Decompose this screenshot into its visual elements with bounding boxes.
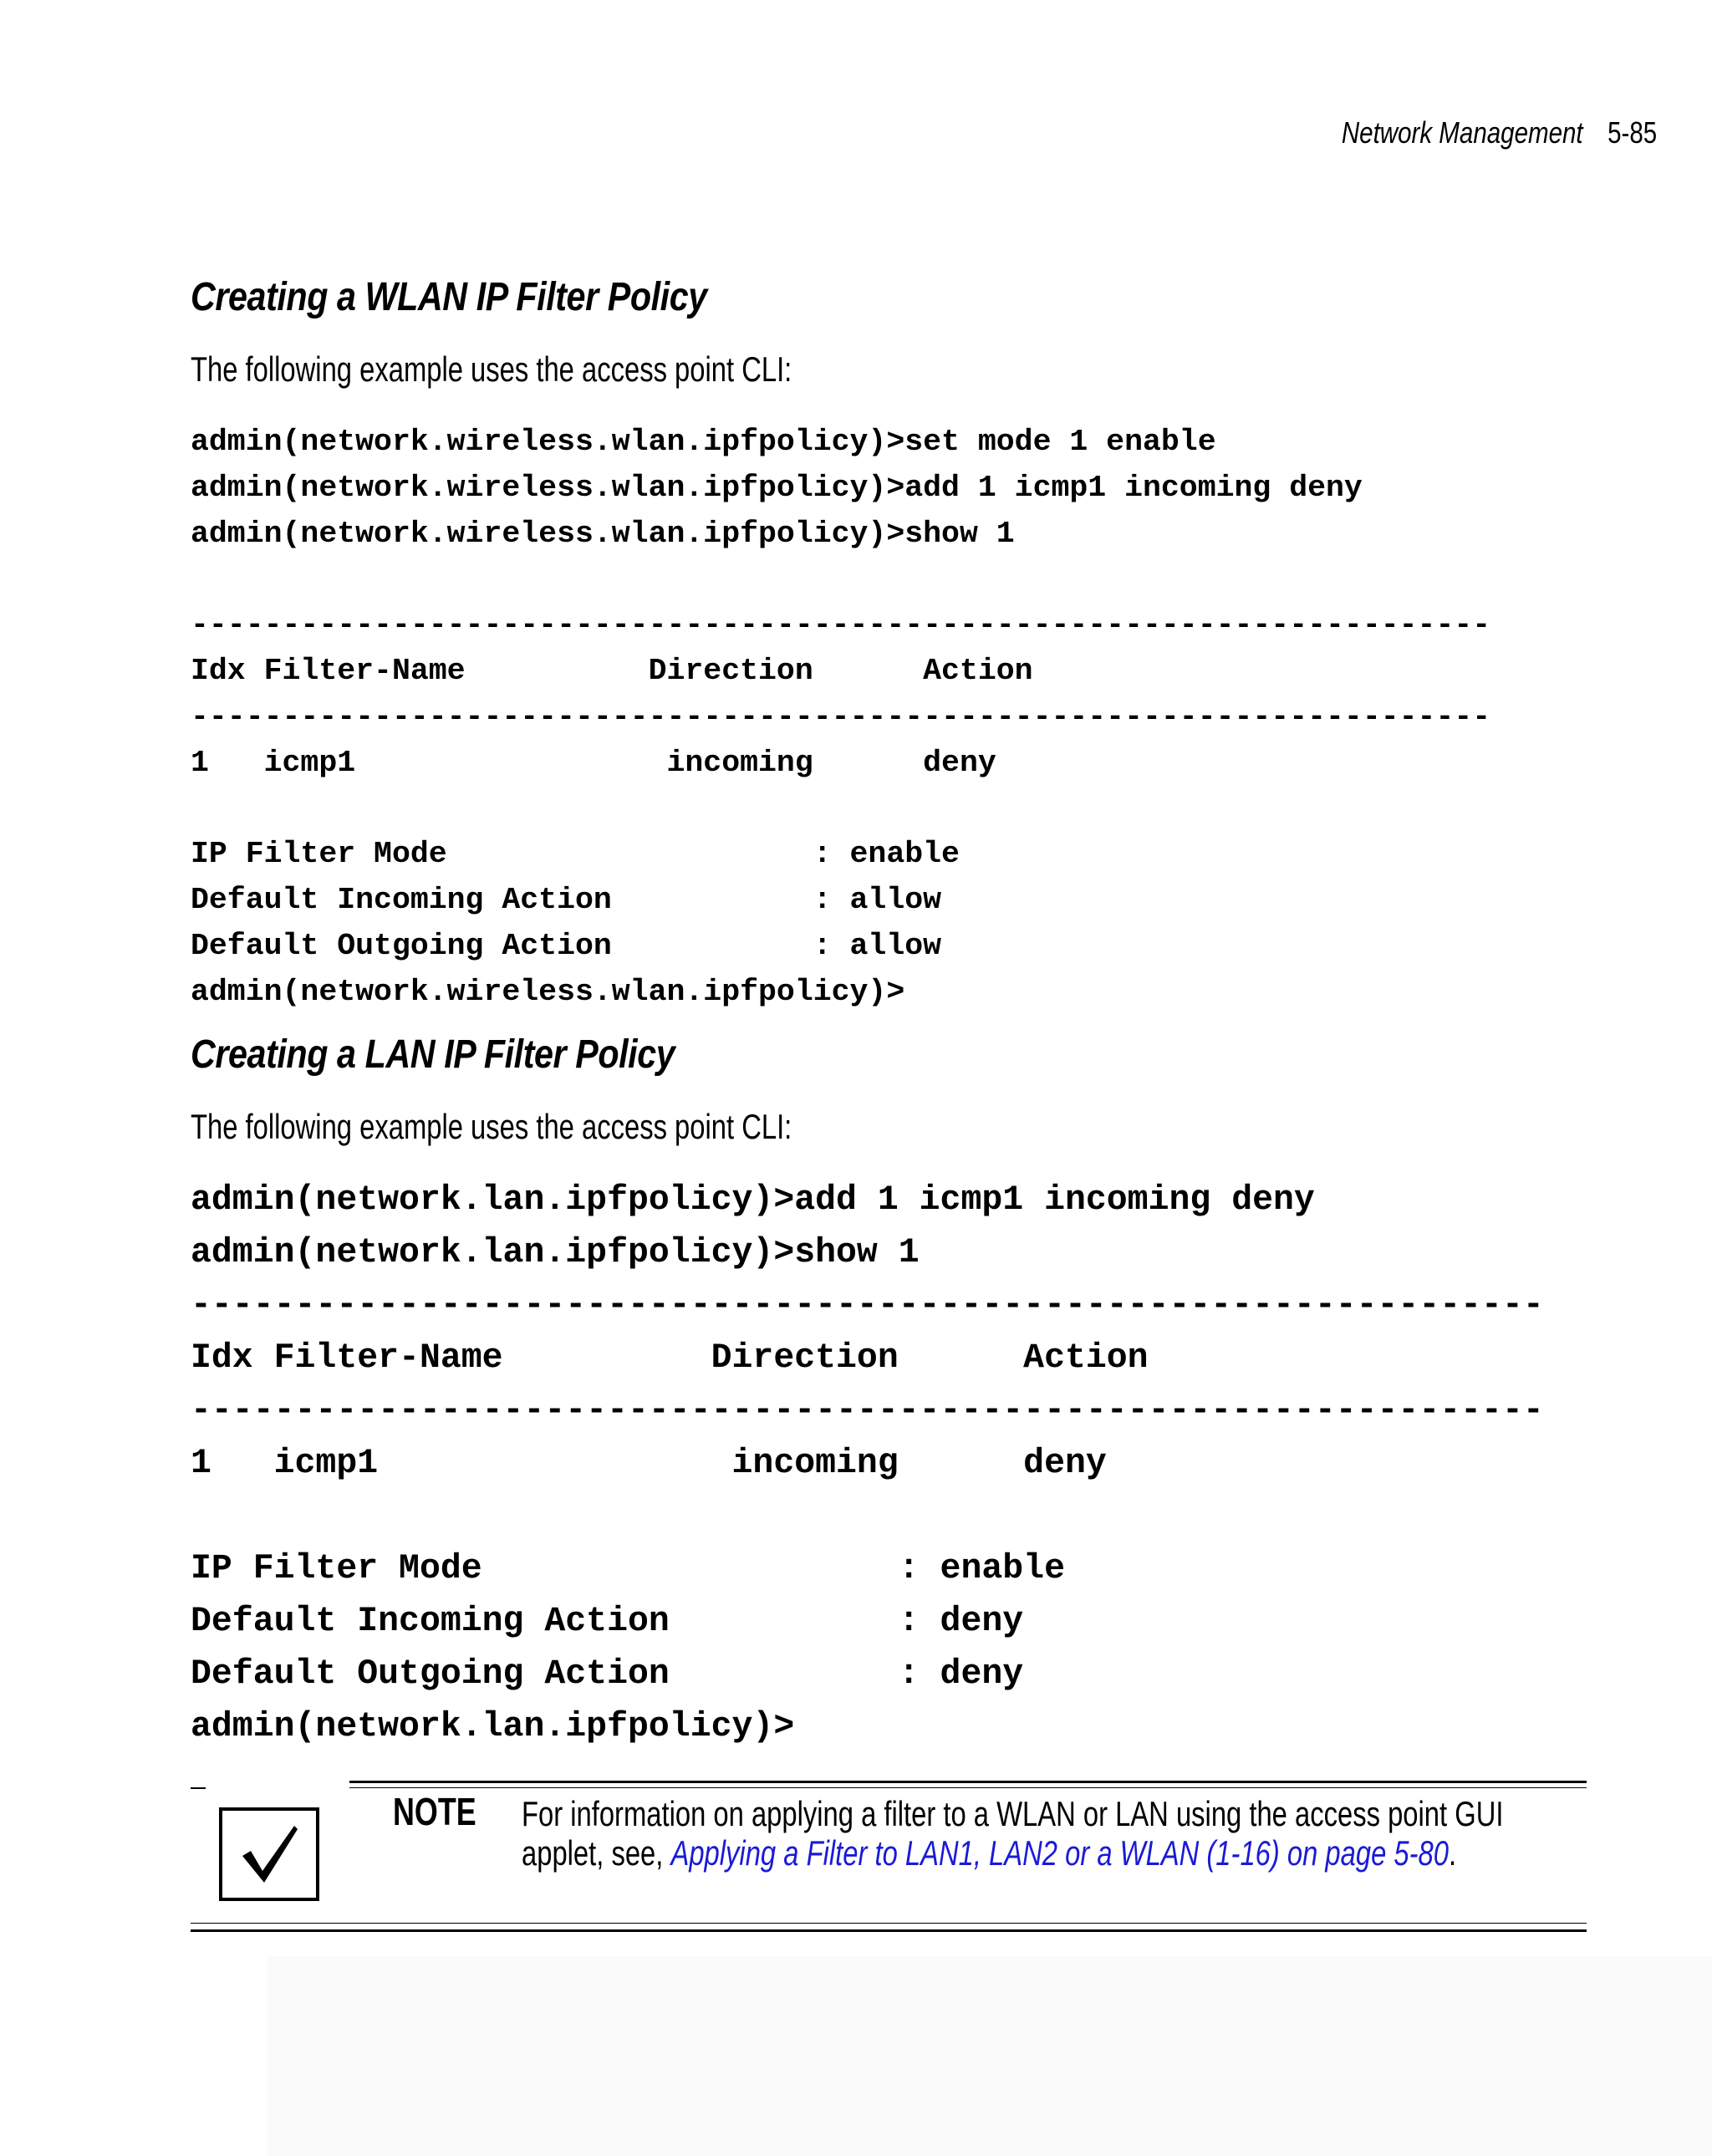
cli-table-row: 1 icmp1 incoming deny — [191, 1444, 1107, 1483]
cli-setting-row: Default Outgoing Action : allow — [191, 928, 942, 963]
note-cross-reference-link[interactable]: Applying a Filter to LAN1, LAN2 or a WLAN (1-16) on page 5-80 — [670, 1833, 1449, 1873]
cli-line — [191, 786, 1490, 832]
wlan-section-heading: Creating a WLAN IP Filter Policy — [191, 275, 707, 319]
cli-setting-row: Default Incoming Action : allow — [191, 882, 942, 917]
cli-table-header: Idx Filter-Name Direction Action — [191, 1338, 1149, 1378]
note-callout — [191, 1777, 1587, 1936]
note-body-text: For information on applying a filter to a WLAN or LAN using the access point GUI applet, see, — [522, 1794, 1504, 1873]
cli-line: admin(network.lan.ipfpolicy)>show 1 — [191, 1233, 920, 1272]
cli-separator: ----------------------------------------------------------------------- — [191, 608, 1491, 643]
header-section-title: Network Management — [1341, 115, 1583, 150]
page-background-tint — [268, 1956, 1712, 2156]
lan-intro-text: The following example uses the access point CLI: — [191, 1107, 792, 1146]
checkmark-icon — [219, 1807, 319, 1901]
lan-cli-example — [191, 1174, 1544, 1753]
cli-setting-row: IP Filter Mode : enable — [191, 837, 960, 872]
cli-setting-row: IP Filter Mode : enable — [191, 1549, 1065, 1588]
cli-line: admin(network.lan.ipfpolicy)>add 1 icmp1 incoming deny — [191, 1180, 1315, 1220]
cli-line: admin(network.wireless.wlan.ipfpolicy)>set mode 1 enable — [191, 425, 1216, 459]
cli-line: admin(network.wireless.wlan.ipfpolicy)>show 1 — [191, 516, 1015, 551]
cli-line: admin(network.wireless.wlan.ipfpolicy)>add 1 icmp1 incoming deny — [191, 470, 1363, 505]
cli-line — [191, 1490, 1544, 1542]
note-trailing-text: . — [1448, 1833, 1457, 1873]
cli-prompt: admin(network.lan.ipfpolicy)> — [191, 1707, 795, 1746]
note-text — [522, 1794, 1552, 1873]
cli-separator: ----------------------------------------------------------------------- — [191, 699, 1491, 734]
cli-line — [191, 557, 1490, 603]
wlan-cli-example — [191, 420, 1490, 1015]
note-rule — [191, 1929, 1587, 1932]
header-page-number: 5-85 — [1607, 115, 1657, 150]
cli-setting-row: Default Outgoing Action : deny — [191, 1654, 1024, 1694]
running-header — [1342, 115, 1657, 150]
note-label: NOTE — [393, 1790, 476, 1833]
note-rule — [191, 1787, 206, 1789]
note-rule — [191, 1923, 1587, 1924]
cli-table-header: Idx Filter-Name Direction Action — [191, 653, 1033, 688]
lan-section-heading: Creating a LAN IP Filter Policy — [191, 1032, 675, 1077]
note-rule — [349, 1787, 1587, 1788]
wlan-intro-text: The following example uses the access point CLI: — [191, 349, 792, 389]
cli-separator: ----------------------------------------------------------------- — [191, 1286, 1544, 1325]
cli-setting-row: Default Incoming Action : deny — [191, 1602, 1024, 1641]
cli-separator: ----------------------------------------------------------------- — [191, 1391, 1544, 1430]
note-rule — [349, 1781, 1587, 1783]
cli-table-row: 1 icmp1 incoming deny — [191, 745, 996, 780]
cli-prompt: admin(network.wireless.wlan.ipfpolicy)> — [191, 974, 905, 1009]
